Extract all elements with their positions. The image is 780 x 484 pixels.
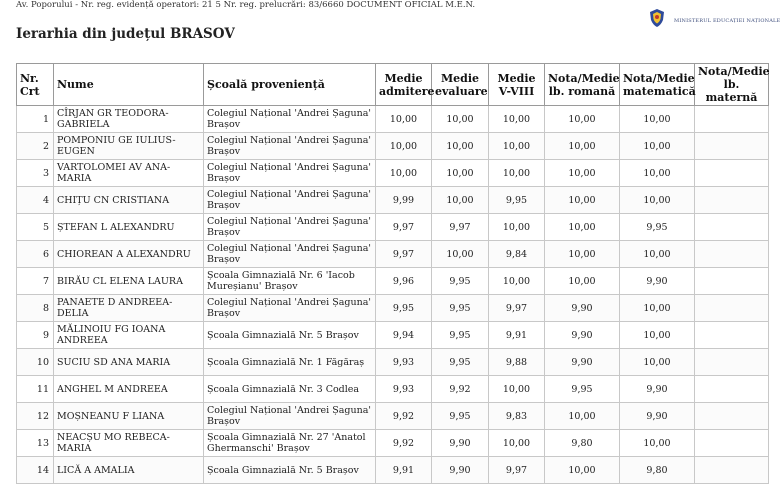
table-row [17,133,769,160]
cell-nota-matematica: 10,00 [620,133,695,160]
cell-scoala: Școala Gimnazială Nr. 5 Brașov [204,457,376,484]
cell-medie-admitere: 9,97 [376,214,432,241]
cell-nota-romana: 10,00 [545,268,620,295]
table-row [17,214,769,241]
col-header-medie-admitere[interactable]: Medie admitere [376,64,432,106]
cell-medie-evaluare: 10,00 [432,106,489,133]
cell-nume: CHIȚU CN CRISTIANA [54,187,204,214]
table-header-row [17,64,769,106]
page-title: Ierarhia din județul BRASOV [16,26,235,42]
cell-medie-v-viii: 9,84 [489,241,545,268]
cell-scoala: Colegiul Național 'Andrei Șaguna' Brașov [204,295,376,322]
cell-medie-v-viii: 10,00 [489,133,545,160]
cell-nota-romana: 10,00 [545,187,620,214]
cell-medie-v-viii: 9,97 [489,457,545,484]
cell-nota-matematica: 10,00 [620,241,695,268]
table-row [17,241,769,268]
cell-medie-evaluare: 9,92 [432,376,489,403]
cell-nume: ȘTEFAN L ALEXANDRU [54,214,204,241]
cell-medie-v-viii: 9,91 [489,322,545,349]
cell-nr: 4 [17,187,54,214]
cell-nota-matematica: 9,90 [620,268,695,295]
cell-nr: 8 [17,295,54,322]
cell-nota-matematica: 10,00 [620,106,695,133]
cell-nr: 2 [17,133,54,160]
cell-medie-evaluare: 10,00 [432,241,489,268]
cell-medie-v-viii: 10,00 [489,214,545,241]
cell-nr: 11 [17,376,54,403]
cell-nr: 13 [17,430,54,457]
cell-nota-matematica: 10,00 [620,430,695,457]
header-info-line: Av. Poporului - Nr. reg. evidență operatori: 21 5 Nr. reg. prelucrări: 83/6660 DOCUMENT OFICIAL M.E.N. [16,0,476,10]
col-header-scoala[interactable]: Școală proveniență [204,64,376,106]
table-row [17,106,769,133]
cell-medie-evaluare: 10,00 [432,187,489,214]
cell-nume: POMPONIU GE IULIUS-EUGEN [54,133,204,160]
cell-medie-admitere: 9,96 [376,268,432,295]
col-header-medie-v-viii[interactable]: Medie V-VIII [489,64,545,106]
col-header-lb-romana[interactable]: Nota/Medie lb. romană [545,64,620,106]
cell-nota-matematica: 10,00 [620,187,695,214]
cell-nume: ANGHEL M ANDREEA [54,376,204,403]
cell-medie-evaluare: 10,00 [432,160,489,187]
cell-nota-romana: 10,00 [545,106,620,133]
col-header-matematica[interactable]: Nota/Medie matematică [620,64,695,106]
cell-nume: LICĂ A AMALIA [54,457,204,484]
cell-medie-v-viii: 10,00 [489,430,545,457]
cell-nume: CHIOREAN A ALEXANDRU [54,241,204,268]
cell-medie-admitere: 9,97 [376,241,432,268]
cell-scoala: Școala Gimnazială Nr. 1 Făgăraș [204,349,376,376]
col-header-medie-evaluare[interactable]: Medie evaluare [432,64,489,106]
cell-nota-romana: 9,90 [545,349,620,376]
cell-medie-admitere: 9,93 [376,376,432,403]
cell-nota-matematica: 9,95 [620,214,695,241]
cell-nume: MĂLINOIU FG IOANA ANDREEA [54,322,204,349]
cell-medie-evaluare: 9,95 [432,322,489,349]
cell-medie-evaluare: 9,90 [432,430,489,457]
cell-nr: 7 [17,268,54,295]
cell-medie-evaluare: 9,95 [432,268,489,295]
cell-nota-romana: 10,00 [545,214,620,241]
cell-nota-materna [695,430,769,457]
cell-nr: 12 [17,403,54,430]
cell-nota-romana: 9,90 [545,322,620,349]
cell-nota-materna [695,295,769,322]
cell-medie-v-viii: 9,95 [489,187,545,214]
table-row [17,295,769,322]
cell-nota-materna [695,160,769,187]
cell-nota-materna [695,214,769,241]
ranking-table [16,63,769,484]
table-row [17,376,769,403]
cell-scoala: Școala Gimnazială Nr. 27 'Anatol Ghermanschi' Brașov [204,430,376,457]
cell-medie-v-viii: 10,00 [489,376,545,403]
cell-medie-evaluare: 9,90 [432,457,489,484]
cell-nota-romana: 9,95 [545,376,620,403]
cell-medie-v-viii: 9,83 [489,403,545,430]
table-row [17,187,769,214]
cell-medie-evaluare: 9,97 [432,214,489,241]
cell-medie-admitere: 10,00 [376,160,432,187]
cell-nota-materna [695,133,769,160]
cell-nota-romana: 10,00 [545,457,620,484]
table-row [17,430,769,457]
col-header-nume[interactable]: Nume [54,64,204,106]
cell-nota-matematica: 10,00 [620,295,695,322]
cell-medie-admitere: 9,93 [376,349,432,376]
cell-scoala: Colegiul Național 'Andrei Șaguna' Brașov [204,160,376,187]
cell-medie-evaluare: 9,95 [432,349,489,376]
cell-nr: 3 [17,160,54,187]
cell-nota-materna [695,268,769,295]
cell-nume: CÎRJAN GR TEODORA-GABRIELA [54,106,204,133]
coat-of-arms-icon [647,8,667,28]
cell-nr: 6 [17,241,54,268]
cell-nota-matematica: 10,00 [620,322,695,349]
table-row [17,403,769,430]
col-header-nr[interactable]: Nr. Crt [17,64,54,106]
cell-medie-admitere: 9,94 [376,322,432,349]
cell-nota-materna [695,187,769,214]
cell-medie-admitere: 9,92 [376,403,432,430]
cell-scoala: Colegiul Național 'Andrei Șaguna' Brașov [204,187,376,214]
cell-nota-materna [695,241,769,268]
cell-nr: 1 [17,106,54,133]
cell-medie-admitere: 9,92 [376,430,432,457]
cell-nota-romana: 10,00 [545,241,620,268]
cell-nr: 14 [17,457,54,484]
table-row [17,349,769,376]
cell-medie-v-viii: 10,00 [489,160,545,187]
cell-nume: PANAETE D ANDREEA-DELIA [54,295,204,322]
cell-nota-romana: 10,00 [545,133,620,160]
cell-nota-matematica: 9,90 [620,403,695,430]
cell-medie-evaluare: 9,95 [432,295,489,322]
cell-nota-romana: 9,80 [545,430,620,457]
cell-scoala: Colegiul Național 'Andrei Șaguna' Brașov [204,214,376,241]
col-header-lb-materna[interactable]: Nota/Medie lb. maternă [695,64,769,106]
cell-nota-romana: 10,00 [545,403,620,430]
cell-nota-matematica: 9,90 [620,376,695,403]
cell-nota-matematica: 10,00 [620,160,695,187]
cell-medie-admitere: 9,95 [376,295,432,322]
table-row [17,268,769,295]
cell-medie-v-viii: 10,00 [489,106,545,133]
cell-medie-evaluare: 9,95 [432,403,489,430]
cell-medie-admitere: 10,00 [376,133,432,160]
cell-nota-materna [695,403,769,430]
cell-nume: NEACȘU MO REBECA-MARIA [54,430,204,457]
cell-scoala: Colegiul Național 'Andrei Șaguna' Brașov [204,106,376,133]
cell-medie-v-viii: 9,97 [489,295,545,322]
cell-medie-evaluare: 10,00 [432,133,489,160]
cell-nota-matematica: 9,80 [620,457,695,484]
cell-nota-matematica: 10,00 [620,349,695,376]
cell-nota-romana: 9,90 [545,295,620,322]
cell-medie-admitere: 10,00 [376,106,432,133]
cell-scoala: Colegiul Național 'Andrei Șaguna' Brașov [204,403,376,430]
cell-nota-materna [695,376,769,403]
table-row [17,160,769,187]
cell-nr: 9 [17,322,54,349]
cell-nota-materna [695,106,769,133]
cell-scoala: Colegiul Național 'Andrei Șaguna' Brașov [204,133,376,160]
cell-nr: 5 [17,214,54,241]
cell-scoala: Școala Gimnazială Nr. 3 Codlea [204,376,376,403]
cell-scoala: Colegiul Național 'Andrei Șaguna' Brașov [204,241,376,268]
cell-medie-v-viii: 10,00 [489,268,545,295]
cell-nr: 10 [17,349,54,376]
cell-medie-v-viii: 9,88 [489,349,545,376]
cell-medie-admitere: 9,91 [376,457,432,484]
cell-scoala: Școala Gimnazială Nr. 5 Brașov [204,322,376,349]
cell-medie-admitere: 9,99 [376,187,432,214]
table-row [17,457,769,484]
cell-nota-romana: 10,00 [545,160,620,187]
table-row [17,322,769,349]
cell-nota-materna [695,457,769,484]
cell-scoala: Școala Gimnazială Nr. 6 'Iacob Mureșianu' Brașov [204,268,376,295]
cell-nume: VARTOLOMEI AV ANA-MARIA [54,160,204,187]
cell-nota-materna [695,322,769,349]
ministry-name: MINISTERUL EDUCAȚIEI NAȚIONALE [674,18,780,24]
cell-nume: SUCIU SD ANA MARIA [54,349,204,376]
cell-nume: BIRĂU CL ELENA LAURA [54,268,204,295]
cell-nota-materna [695,349,769,376]
ministry-logo [645,6,780,28]
cell-nume: MOȘNEANU F LIANA [54,403,204,430]
table-body [17,106,769,484]
